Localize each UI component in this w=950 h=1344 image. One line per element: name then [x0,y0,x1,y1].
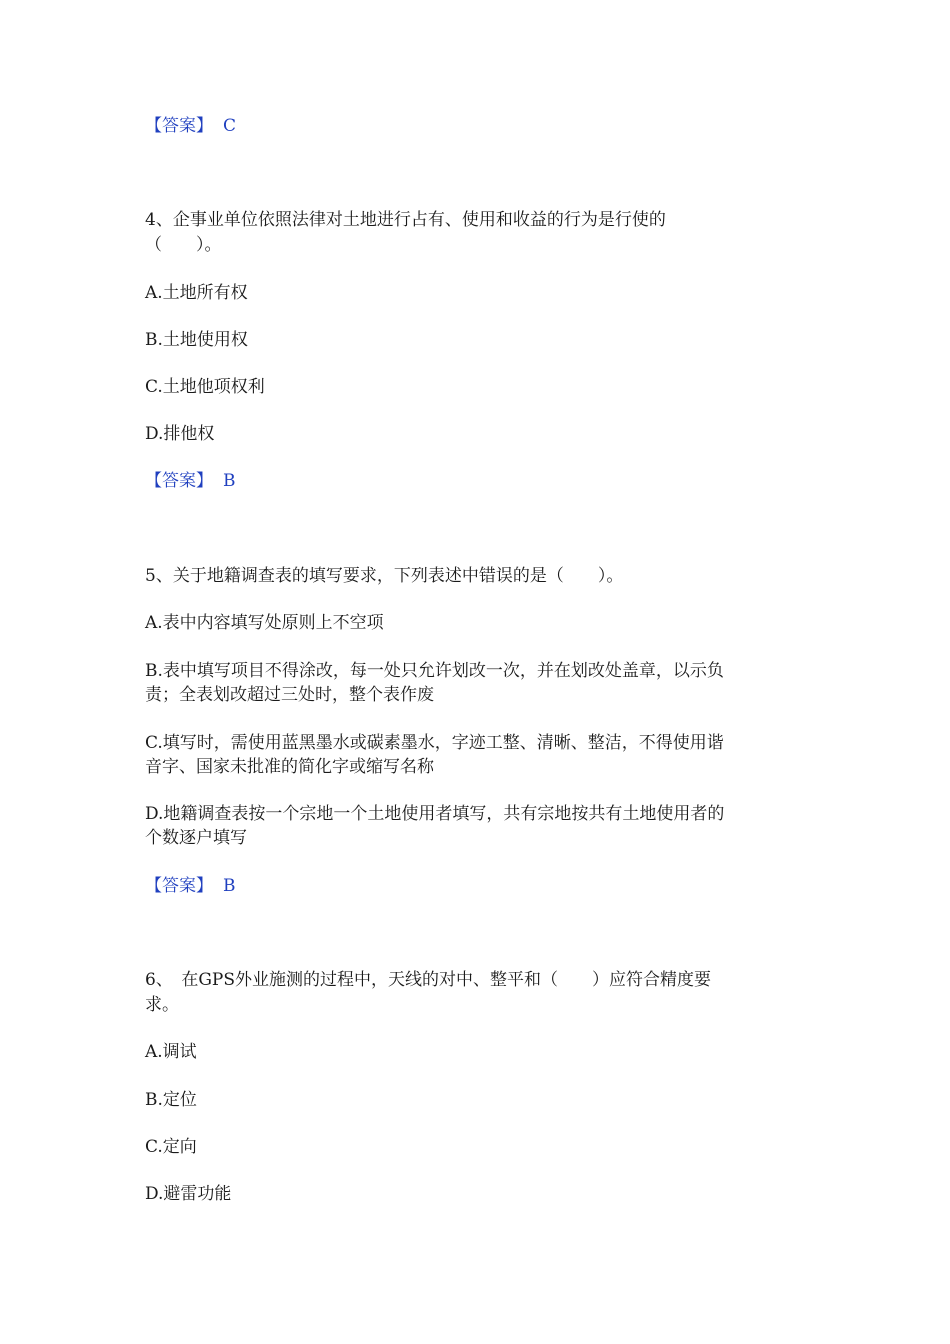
q6-stem-line1: 6、 在GPS外业施测的过程中，天线的对中、整平和（ ）应符合精度要 [145,970,711,990]
answer-label: 【答案】 [145,471,213,491]
answer-value: C [223,116,237,136]
q4-option-a: A.土地所有权 [145,283,248,303]
q6-option-d: D.避雷功能 [145,1184,232,1204]
answer-label: 【答案】 [145,876,213,896]
q5-option-b-line2: 责；全表划改超过三处时，整个表作废 [145,685,434,705]
q4-option-c: C.土地他项权利 [145,377,265,397]
q4-stem-line2: （ ）。 [145,235,222,255]
q6-option-b: B.定位 [145,1090,197,1110]
answer-value: B [223,471,236,491]
q5-option-d-line2: 个数逐户填写 [145,828,247,848]
q5-option-b-line1: B.表中填写项目不得涂改，每一处只允许划改一次，并在划改处盖章，以示负 [145,661,724,681]
q5-option-d-line1: D.地籍调查表按一个宗地一个土地使用者填写，共有宗地按共有土地使用者的 [145,804,725,824]
q4-stem-line1: 4、企事业单位依照法律对土地进行占有、使用和收益的行为是行使的 [145,210,666,230]
q4-answer [145,469,236,493]
answer-value: B [223,876,236,896]
q6-stem-line2: 求。 [145,995,179,1015]
q6-option-c: C.定向 [145,1137,197,1157]
q6-option-a: A.调试 [145,1042,197,1062]
answer-label: 【答案】 [145,116,213,136]
q5-answer [145,874,236,898]
q5-option-c-line2: 音字、国家未批准的简化字或缩写名称 [145,757,434,777]
q3-answer [145,114,236,138]
q5-option-c-line1: C.填写时，需使用蓝黑墨水或碳素墨水，字迹工整、清晰、整洁，不得使用谐 [145,733,724,753]
q5-option-a: A.表中内容填写处原则上不空项 [145,613,384,633]
q5-stem: 5、关于地籍调查表的填写要求，下列表述中错误的是（ ）。 [145,566,624,586]
q4-option-d: D.排他权 [145,424,215,444]
q4-option-b: B.土地使用权 [145,330,248,350]
